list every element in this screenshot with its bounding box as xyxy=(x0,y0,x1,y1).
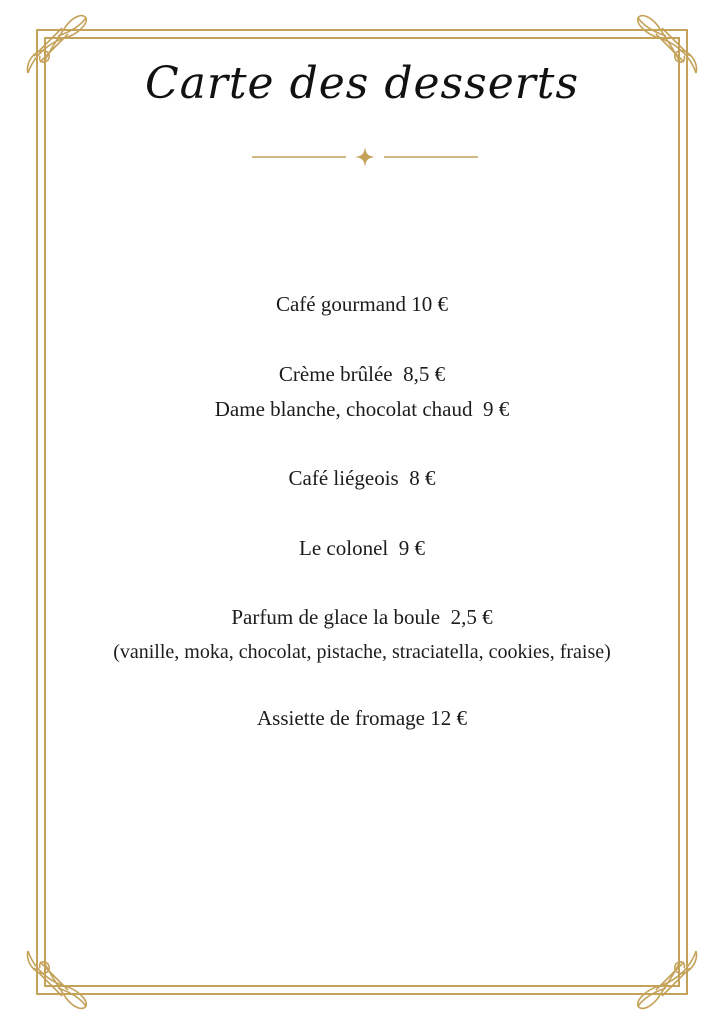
menu-item-cafe-liegeois: Café liégeois 8 € xyxy=(288,466,436,490)
menu-item-le-colonel: Le colonel 9 € xyxy=(299,536,425,560)
menu-item-dame-blanche: Dame blanche, chocolat chaud 9 € xyxy=(214,397,510,421)
sparkle-icon xyxy=(355,147,375,167)
page-title: Carte des desserts xyxy=(144,58,580,109)
menu-item-creme-brulee: Crème brûlée 8,5 € xyxy=(278,362,446,386)
menu-item-parfum-glace: Parfum de glace la boule 2,5 € xyxy=(231,605,493,629)
menu-item-glace-flavours: (vanille, moka, chocolat, pistache, straciatella, cookies, fraise) xyxy=(113,641,611,663)
menu-item-cafe-gourmand: Café gourmand 10 € xyxy=(275,292,449,316)
title-divider xyxy=(0,145,724,169)
menu-item-assiette-fromage: Assiette de fromage 12 € xyxy=(257,706,467,730)
